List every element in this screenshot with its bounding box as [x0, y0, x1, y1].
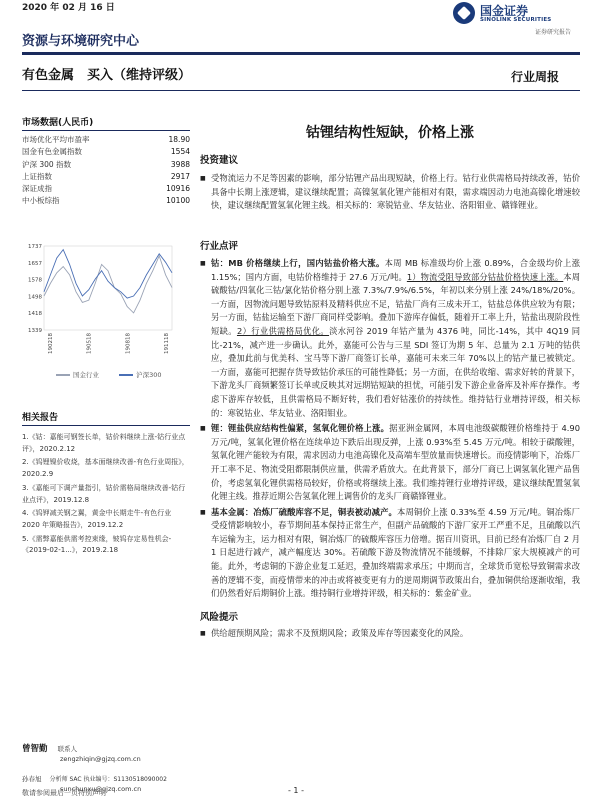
- research-center: 资源与环境研究中心: [22, 34, 140, 49]
- cobalt-point-2: 2）行业供需格局优化。: [236, 325, 330, 336]
- lithium-text: 据亚洲金属网，本周电池级碳酸锂价格维持于 4.90 万元/吨，氢氧化锂价格在连续单边下跌后出现反弹，上涨 0.93%至 5.45 万元/吨。相较于碳酸锂，氢氧化锂产能较为有限，需求因动力电池高镍化及高端车型放量而快速增长。而疫情影响下，冶炼厂开工率不足、物流受阻都限制供应量，供需矛盾放大。在此背景下，部分厂商已上调氢氧化锂产品售价，考虑氢氧化锂供需格局较好，价格或将继续上涨。我们维持锂行业增持评级，建议继续配置氢氧化锂主线。推荐近期公告氢氧化锂上调售价的龙头厂商赣锋锂业。: [211, 423, 580, 502]
- analyst-2-role: 分析师 SAC 执业编号：S1130518090002: [49, 776, 167, 783]
- related-report-item[interactable]: 4.《钨钾减关钢之翼，黄金中长期走牛-有色行业 2020 年策略报告》，2019.12.2: [22, 509, 172, 529]
- cobalt-text-3: 淡水河谷 2019 年钴产量为 4376 吨，同比-14%，其中 4Q19 同比-21%，减产进一步确认。此外，嘉能可公告与三星 SDI 签订为期 5 年、总量为 2.1 万吨的钴供应，叠加此前与优美科、宝马等下游厂商签订长单，嘉能可未来三年 70%以上的钴产量已被锁定。一方面，嘉能可把握存货导致钴价承压的可能性降低；另一方面，在供给收缩、需求好转的背景下，下游龙头厂商频繁签订长单或反映其对远期钴短缺的担忧，可能引发下游企业备库及补库存操作。考虑下游库存较低，且供需格局不断好转，我们看好钴涨价的持续性。维持钴行业增持评级，相关标的：寒锐钴业、华友钴业、洛阳钼业。: [211, 325, 581, 418]
- analyst-2-name: 孙春旭: [22, 775, 42, 783]
- analyst-1: [22, 745, 190, 764]
- invest-text: ■ 受物流运力不足等因素的影响，部分钴锂产品出现短缺，价格上行。钴行业供需格局持续改善，钴价具备中长期上涨逻辑，建议继续配置；高镍氢氧化锂产能相对有限，需求端因动力电池高镍化增速较快，建议继续配置氢氧化锂主线。相关标的：寒锐钴业、华友钴业、洛阳钼业、赣锋锂业。: [200, 172, 580, 213]
- market-value: 10916: [166, 184, 190, 194]
- related-report-item[interactable]: 5.《需弊嘉能供需考控束缘，铍钨存定易性机会-《2019-02-1...》，2019.2.18: [22, 534, 172, 555]
- chart-frame: [44, 246, 172, 330]
- market-row: [22, 171, 190, 183]
- report-type: 行业周报: [511, 70, 560, 84]
- market-data-list: [22, 134, 190, 208]
- related-report-item[interactable]: 3.《嘉能可下调产量指引，钴价需格局继续改善-钴行业点评》，2019.12.8: [22, 483, 186, 504]
- report-date: 2020 年 02 月 16 日: [22, 3, 115, 13]
- industry-heading: 行业点评: [200, 241, 239, 252]
- y-tick-label: 1339: [28, 328, 42, 334]
- chart-legend: [22, 370, 190, 379]
- base-metal-lead: 基本金属：冶炼厂硫酸库容不足，铜表被动减产。: [211, 506, 397, 517]
- related-reports-list: [22, 432, 190, 559]
- header-divider: [22, 52, 580, 55]
- legend-industry: 国金行业: [73, 371, 99, 379]
- report-title: 钴锂结构性短缺，价格上涨: [306, 125, 474, 141]
- market-row: [22, 146, 190, 158]
- market-label: 国金有色金属指数: [22, 147, 82, 157]
- market-value: 2917: [170, 171, 190, 181]
- logo-en-text: SINOLINK SECURITIES: [480, 17, 552, 23]
- legend-swatch-hs300: [119, 374, 133, 376]
- analyst-1-email[interactable]: zengzhiqin@gjzq.com.cn: [60, 754, 141, 763]
- risk-heading: 风险提示: [200, 611, 239, 623]
- base-metal-paragraph: [200, 506, 580, 601]
- market-label: 上证指数: [22, 171, 52, 181]
- legend-hs300: 沪深300: [136, 371, 162, 379]
- index-chart: [22, 240, 190, 370]
- page-number: - 1 -: [288, 786, 304, 795]
- cobalt-paragraph: [200, 257, 580, 420]
- legend-swatch-industry: [56, 374, 70, 376]
- logo-cn-text: 国金证券: [480, 4, 529, 18]
- market-label: 中小板综指: [22, 196, 60, 206]
- header-divider-2: [22, 90, 580, 91]
- market-label: 市场优化平均市盈率: [22, 135, 90, 144]
- analyst-2-email[interactable]: sunchunxu@gjzq.com.cn: [60, 784, 142, 793]
- industry-section: [200, 238, 580, 640]
- footer-disclaimer[interactable]: 敬请参阅最后一页特别声明: [22, 789, 106, 797]
- y-tick-label: 1498: [28, 294, 42, 301]
- market-row: [22, 134, 190, 146]
- cobalt-text: 本周 MB 标准级均价上涨 0.89%，合金级均价上涨 1.15%；国内方面，电钴价格维持于 27.6 万元/吨。: [211, 258, 580, 282]
- market-data-heading: 市场数据(人民币): [22, 115, 190, 131]
- invest-heading: 投资建议: [200, 155, 239, 166]
- related-report-item[interactable]: 2.《钨锂镍价收烧，基本面继续改善-有色行业周报》，2020.2.9: [22, 458, 189, 479]
- company-logo: [453, 2, 583, 30]
- market-value: 3988: [170, 159, 190, 169]
- sector-rating: 有色金属 买入（维持评级）: [22, 68, 192, 83]
- market-data-panel: [22, 115, 190, 208]
- cobalt-lead: 钴：MB 价格继续上行，国内钴盐价格大涨。: [211, 258, 385, 268]
- cobalt-text-2: 本周硫酸钴/四氧化三钴/氯化钴价格分别上涨 7.3%/7.9%/6.5%，年初以来分别上涨 24%/18%/20%。一方面，因物流问题导致钴原料及精料供应不足，钴盐厂尚有三成未开工，钴盐总体供应较为有限；另一方面，钴盐运输至下游厂商同样受影响。叠加下游库存偏低，随着开工率上升，钴盐出现阶段性短缺。: [211, 271, 580, 336]
- logo-icon: [453, 2, 475, 24]
- y-tick-label: 1418: [28, 311, 42, 318]
- market-row: [22, 159, 190, 171]
- invest-section: [200, 152, 580, 213]
- x-tick-label: 191118: [164, 333, 170, 354]
- market-value: 1554: [170, 147, 190, 157]
- lithium-paragraph: [200, 422, 580, 504]
- analyst-1-role: 联系人: [57, 745, 78, 753]
- y-tick-label: 1657: [28, 260, 42, 267]
- risk-text: ■ 供给超预期风险；需求不及预期风险；政策及库存等因素变化的风险。: [200, 627, 580, 641]
- cobalt-point-1: 1）物流受阻导致部分钴盐价格快速上涨。: [406, 271, 564, 282]
- market-row: [22, 195, 190, 207]
- x-tick-label: 190818: [125, 333, 132, 354]
- base-metal-text: 本周铜价上涨 0.33%至 4.59 万元/吨。铜冶炼厂受疫情影响较小，春节期间基本保持正常生产，但副产品硫酸的下游厂家开工严重不足，且硫酸以汽车运输为主，运力相对有限，铜冶炼厂的硫酸库容压力倍增。据百川资讯，目前已经有冶炼厂自 2 月 1 日起进行减产，减产幅度达 30%。若硫酸下游及物流情况不能缓解，不排除厂家大规模减产的可能。此外，考虑铜的下游企业复工延迟，叠加终端需求承压；中期而言，全球货币宽松导致铜需求改善的逻辑不变，而疫情带来的冲击或将被变更有力的逆周期调节政策出台，叠加铜供给逐渐收缩，我们仍然看好后期铜价上涨。维持铜行业增持评级，相关标的：紫金矿业。: [211, 506, 580, 599]
- market-value: 18.90: [168, 135, 190, 144]
- x-tick-label: 190218: [48, 333, 54, 354]
- series-line-hs300: [44, 250, 172, 299]
- tagline: 证券研究报告: [535, 29, 572, 36]
- lithium-lead: 锂：锂盐供应结构性偏紧，氢氧化锂价格上涨。: [211, 423, 390, 434]
- related-report-item[interactable]: 1.《钴：嘉能可钢签长单，钴价料继续上涨-钴行业点评》，2020.2.12: [22, 433, 186, 453]
- x-tick-label: 190518: [86, 333, 93, 354]
- market-label: 沪深 300 指数: [22, 159, 72, 169]
- market-value: 10100: [166, 196, 190, 206]
- y-tick-label: 1578: [28, 277, 42, 284]
- analyst-1-name: 曾智勤: [22, 744, 48, 754]
- related-reports-heading: 相关报告: [22, 410, 190, 426]
- market-label: 深证成指: [22, 184, 52, 194]
- y-tick-label: 1737: [28, 244, 42, 250]
- market-row: [22, 183, 190, 195]
